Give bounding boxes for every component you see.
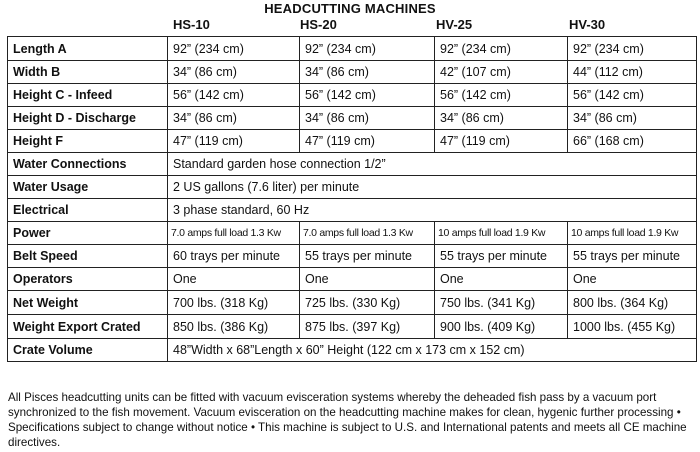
specifications-table — [7, 36, 697, 362]
table-row — [8, 222, 697, 245]
table-row — [8, 199, 697, 222]
table-cell: 34” (86 cm) — [168, 107, 300, 130]
table-cell: 2 US gallons (7.6 liter) per minute — [168, 176, 697, 199]
table-row — [8, 245, 697, 268]
row-label: Power — [8, 222, 168, 245]
table-cell: 10 amps full load 1.9 Kw — [568, 222, 697, 245]
table-cell: 34” (86 cm) — [435, 107, 568, 130]
table-cell: 48”Width x 68”Length x 60” Height (122 cm x 173 cm x 152 cm) — [168, 339, 697, 362]
table-cell: 7.0 amps full load 1.3 Kw — [300, 222, 435, 245]
table-row — [8, 315, 697, 339]
table-cell: 875 lbs. (397 Kg) — [300, 315, 435, 339]
table-cell: 7.0 amps full load 1.3 Kw — [168, 222, 300, 245]
table-cell: One — [568, 268, 697, 291]
row-label: Belt Speed — [8, 245, 168, 268]
footer-note: All Pisces headcutting units can be fitted with vacuum evisceration systems whereby the deheaded fish pass by a vacuum port synchronized to the fish movement. Vacuum evisceration on the headcutting machine makes for clean, hygenic further processing • Specifications subject to change without notice • This machine is subject to U.S. and International patents and meets all CE machine directives. — [8, 391, 687, 449]
table-row — [8, 153, 697, 176]
table-cell: 55 trays per minute — [300, 245, 435, 268]
table-cell: 47” (119 cm) — [300, 130, 435, 153]
table-cell: Standard garden hose connection 1/2” — [168, 153, 697, 176]
table-cell: 800 lbs. (364 Kg) — [568, 291, 697, 315]
column-header-hs-20: HS-20 — [300, 17, 337, 32]
row-label: Water Connections — [8, 153, 168, 176]
table-cell: 92” (234 cm) — [168, 37, 300, 61]
table-cell: 56” (142 cm) — [435, 84, 568, 107]
row-label: Crate Volume — [8, 339, 168, 362]
table-cell: 60 trays per minute — [168, 245, 300, 268]
table-cell: 92” (234 cm) — [568, 37, 697, 61]
table-cell: 56” (142 cm) — [568, 84, 697, 107]
table-cell: 55 trays per minute — [568, 245, 697, 268]
table-cell: 700 lbs. (318 Kg) — [168, 291, 300, 315]
row-label: Water Usage — [8, 176, 168, 199]
column-header-hv-30: HV-30 — [569, 17, 606, 32]
table-cell: 34” (86 cm) — [300, 61, 435, 84]
table-cell: 55 trays per minute — [435, 245, 568, 268]
table-cell: 725 lbs. (330 Kg) — [300, 291, 435, 315]
row-label: Weight Export Crated — [8, 315, 168, 339]
column-header-hs-10: HS-10 — [173, 17, 210, 32]
table-cell: One — [435, 268, 568, 291]
table-row — [8, 176, 697, 199]
table-row — [8, 84, 697, 107]
row-label: Operators — [8, 268, 168, 291]
row-label: Height D - Discharge — [8, 107, 168, 130]
table-cell: 900 lbs. (409 Kg) — [435, 315, 568, 339]
table-row — [8, 268, 697, 291]
row-label: Net Weight — [8, 291, 168, 315]
table-cell: One — [300, 268, 435, 291]
table-cell: 66” (168 cm) — [568, 130, 697, 153]
table-cell: 47” (119 cm) — [435, 130, 568, 153]
table-cell: 10 amps full load 1.9 Kw — [435, 222, 568, 245]
page-title: HEADCUTTING MACHINES — [264, 1, 436, 16]
table-row — [8, 339, 697, 362]
table-cell: 34” (86 cm) — [568, 107, 697, 130]
table-cell: 3 phase standard, 60 Hz — [168, 199, 697, 222]
table-cell: 850 lbs. (386 Kg) — [168, 315, 300, 339]
table-cell: One — [168, 268, 300, 291]
row-label: Electrical — [8, 199, 168, 222]
table-row — [8, 107, 697, 130]
row-label: Height F — [8, 130, 168, 153]
row-label: Width B — [8, 61, 168, 84]
column-header-hv-25: HV-25 — [436, 17, 473, 32]
table-row — [8, 291, 697, 315]
table-cell: 750 lbs. (341 Kg) — [435, 291, 568, 315]
table-cell: 34” (86 cm) — [168, 61, 300, 84]
row-label: Length A — [8, 37, 168, 61]
table-cell: 47” (119 cm) — [168, 130, 300, 153]
table-cell: 92” (234 cm) — [435, 37, 568, 61]
table-cell: 56” (142 cm) — [300, 84, 435, 107]
table-row — [8, 130, 697, 153]
row-label: Height C - Infeed — [8, 84, 168, 107]
table-cell: 42” (107 cm) — [435, 61, 568, 84]
table-cell: 56” (142 cm) — [168, 84, 300, 107]
table-row — [8, 61, 697, 84]
table-cell: 92” (234 cm) — [300, 37, 435, 61]
table-cell: 34” (86 cm) — [300, 107, 435, 130]
table-row — [8, 37, 697, 61]
table-cell: 44” (112 cm) — [568, 61, 697, 84]
table-cell: 1000 lbs. (455 Kg) — [568, 315, 697, 339]
